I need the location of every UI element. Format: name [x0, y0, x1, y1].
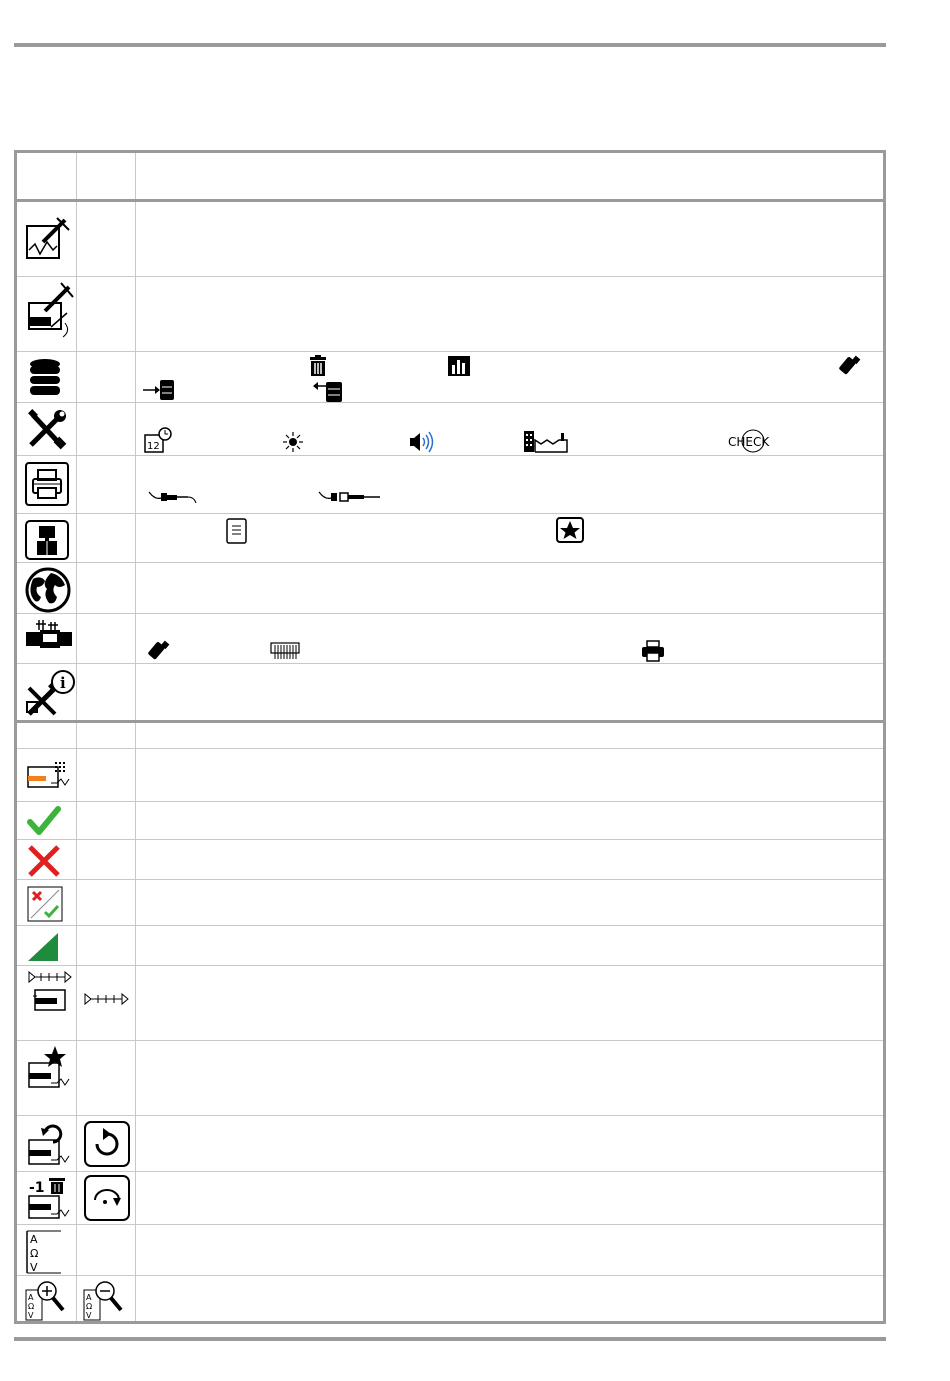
svg-text:Ω: Ω [28, 1302, 35, 1311]
row-text [136, 966, 883, 1040]
svg-text:Ω: Ω [30, 1247, 39, 1260]
table-row [17, 664, 883, 723]
test-sequence-settings-icon [27, 283, 75, 339]
table-row [17, 456, 883, 514]
table-row [17, 723, 883, 749]
row-text [136, 723, 883, 748]
brightness-icon [282, 431, 304, 453]
header-col1 [17, 153, 76, 199]
row-text [136, 664, 883, 720]
check-icon [726, 428, 780, 454]
zoom-out-units-icon [83, 1280, 127, 1322]
svg-text:V: V [28, 1311, 34, 1320]
globe-language-icon [25, 567, 71, 613]
svg-text:CHECK: CHECK [728, 435, 770, 449]
sequence-small-icon [84, 992, 130, 1006]
zoom-in-units-icon [25, 1280, 69, 1322]
table-row [17, 880, 883, 926]
row-text [136, 1276, 883, 1324]
row-text [136, 563, 883, 613]
usb-stick-icon [839, 354, 863, 378]
row-text [136, 840, 883, 879]
measurement-curve-settings-icon [25, 216, 71, 260]
measurement-units-icon [25, 1229, 65, 1275]
svg-text:i: i [60, 674, 66, 692]
svg-text:A: A [28, 1293, 34, 1302]
undo-step-icon [27, 1120, 73, 1166]
table-row [17, 1276, 883, 1324]
delete-icon [308, 355, 328, 377]
import-database-icon [142, 378, 176, 402]
probe-cable-icon [148, 488, 198, 506]
table-row [17, 840, 883, 880]
bottom-rule [14, 1337, 886, 1341]
svg-text:Ω: Ω [86, 1302, 93, 1311]
system-info-icon [25, 670, 77, 720]
header-col3 [136, 153, 883, 199]
sequence-step-icon [27, 970, 73, 1014]
printer-icon [25, 462, 69, 506]
svg-text:V: V [30, 1261, 38, 1274]
table-header-row [17, 153, 883, 202]
symbol-table [14, 150, 886, 1324]
barcode-scanner-icon [270, 641, 300, 661]
row-text [136, 802, 883, 839]
table-row [17, 202, 883, 277]
pass-fail-icon [27, 886, 63, 922]
statistics-icon [447, 355, 471, 377]
svg-text:A: A [86, 1293, 92, 1302]
row-text [136, 926, 883, 965]
table-row [17, 1116, 883, 1172]
svg-text:-1: -1 [29, 1180, 45, 1196]
undo-button-icon[interactable] [83, 1120, 131, 1168]
table-row [17, 614, 883, 664]
document-list-icon [226, 518, 248, 544]
usb-stick-icon [148, 639, 172, 663]
probe-plug-icon [318, 488, 384, 506]
row-text [136, 1172, 883, 1224]
fail-cross-icon [27, 844, 61, 878]
volume-icon [408, 430, 436, 454]
factory-icon [523, 429, 569, 453]
user-profile-icon [25, 520, 69, 560]
svg-text:A: A [30, 1233, 38, 1246]
table-row [17, 403, 883, 456]
redo-button-icon[interactable] [83, 1174, 131, 1222]
export-database-icon [312, 378, 348, 404]
tools-settings-icon [27, 409, 67, 449]
table-row [17, 926, 883, 966]
row-text [136, 202, 883, 276]
pass-check-icon [27, 806, 61, 836]
row-text [136, 277, 883, 351]
top-rule [14, 43, 886, 47]
favorite-sequence-icon [27, 1045, 73, 1089]
database-icon [29, 358, 61, 396]
svg-text:12: 12 [147, 441, 160, 452]
favorite-star-icon [556, 517, 584, 543]
row-text [136, 880, 883, 925]
table-row [17, 749, 883, 802]
table-row [17, 1041, 883, 1116]
header-col2 [77, 153, 135, 199]
device-interface-icon [25, 618, 73, 650]
delete-last-value-icon [27, 1176, 73, 1220]
table-row [17, 966, 883, 1041]
row-text [136, 1041, 883, 1115]
table-row [17, 352, 883, 403]
test-step-settings-icon [27, 761, 71, 789]
row-text [136, 749, 883, 801]
table-row [17, 1172, 883, 1225]
date-time-icon [144, 427, 172, 453]
row-text [136, 1225, 883, 1275]
row-text [136, 1116, 883, 1171]
table-row [17, 1225, 883, 1276]
signal-level-icon [27, 932, 59, 962]
table-row [17, 802, 883, 840]
printer-small-icon [640, 640, 666, 662]
table-row [17, 277, 883, 352]
table-row [17, 563, 883, 614]
table-row [17, 514, 883, 563]
svg-text:V: V [86, 1311, 92, 1320]
